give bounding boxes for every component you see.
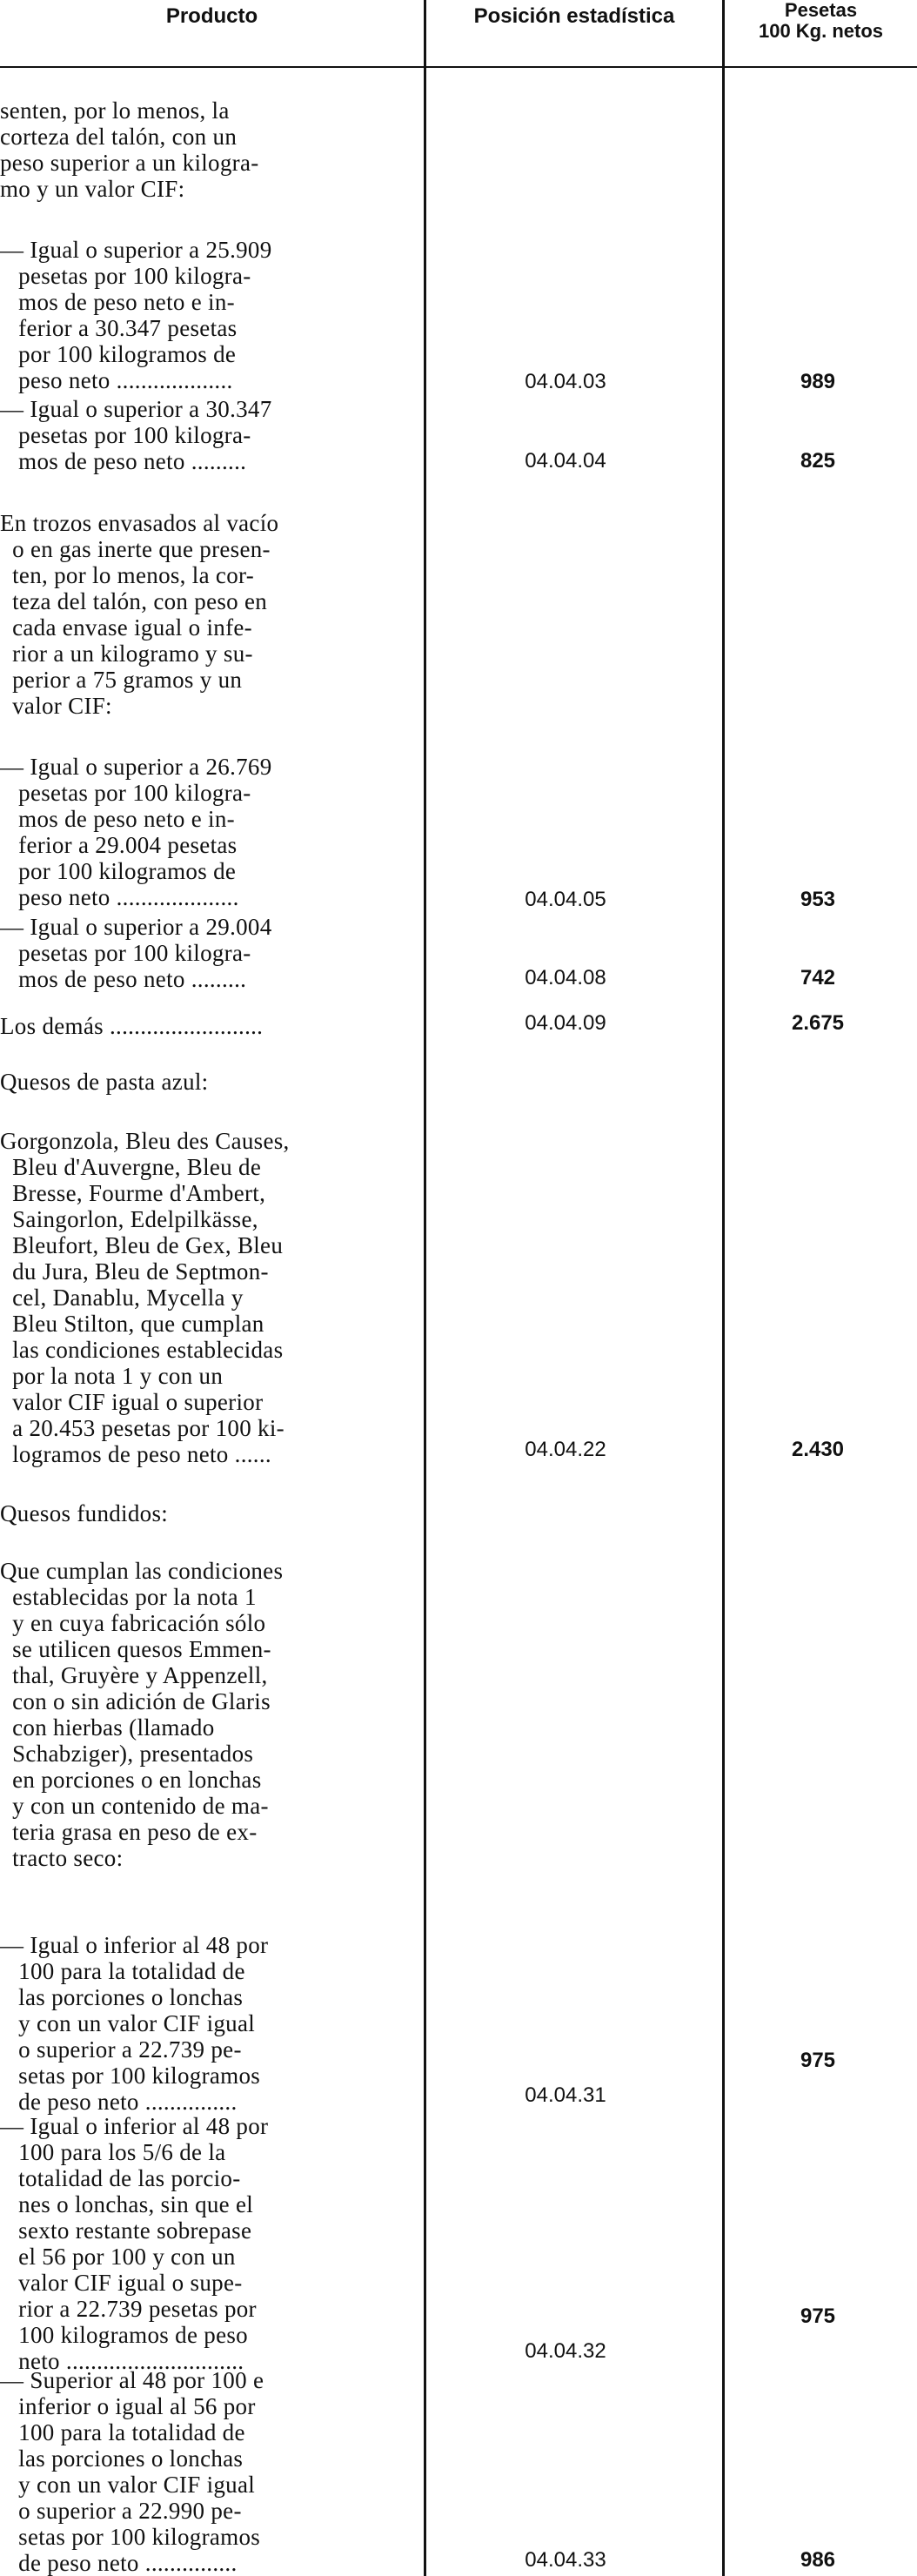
product-text: — Igual o inferior al 48 por 100 para los 5/6 de la totalidad de las porcio- nes o lonchas, sin que el sexto restante sobrepase el 56 por 100 y con un valor CIF igual o supe- rior a 22.739 pesetas por 100 kilogramos de peso neto ............................. <box>0 2113 269 2374</box>
product-text: — Igual o superior a 30.347 pesetas por 100 kilogra- mos de peso neto ......... <box>0 396 272 474</box>
price-value: 742 <box>800 966 836 989</box>
statistical-code: 04.04.08 <box>525 966 606 989</box>
price-value: 2.430 <box>791 1438 845 1461</box>
pesetas-header-line2: 100 Kg. netos <box>758 20 884 42</box>
statistical-code: 04.04.04 <box>525 449 606 473</box>
price-value: 2.675 <box>791 1011 845 1035</box>
product-text: senten, por lo menos, la corteza del talón, con un peso superior a un kilogra- mo y un valor CIF: <box>0 97 259 202</box>
price-value: 825 <box>800 449 836 473</box>
statistical-code: 04.04.05 <box>525 888 606 911</box>
header-rule <box>0 66 917 68</box>
column-header-producto: Producto <box>165 4 258 28</box>
section-heading: Quesos de pasta azul: <box>0 1069 209 1095</box>
price-value: 975 <box>800 2049 836 2072</box>
statistical-code: 04.04.31 <box>525 2083 606 2107</box>
statistical-code: 04.04.09 <box>525 1011 606 1035</box>
statistical-code: 04.04.03 <box>525 370 606 393</box>
product-text: — Igual o superior a 26.769 pesetas por 100 kilogra- mos de peso neto e in- ferior a 29.004 pesetas por 100 kilogramos de peso neto .................... <box>0 754 272 910</box>
product-text: Los demás ......................... <box>0 1013 264 1039</box>
product-text: En trozos envasados al vacío o en gas inerte que presen- ten, por lo menos, la cor- teza del talón, con peso en cada envase igual o infe- rior a un kilogramo y su- perior a 75 gramos y un valor CIF: <box>0 510 279 719</box>
product-text: — Igual o inferior al 48 por 100 para la totalidad de las porciones o lonchas y con un valor CIF igual o superior a 22.739 pe- setas por 100 kilogramos de peso neto ............... <box>0 1932 269 2115</box>
price-value: 975 <box>800 2304 836 2328</box>
product-text: — Superior al 48 por 100 e inferior o igual al 56 por 100 para la totalidad de las porciones o lonchas y con un valor CIF igual o superior a 22.990 pe- setas por 100 kilogramos de peso neto ............... <box>0 2367 264 2576</box>
product-text: Que cumplan las condiciones establecidas por la nota 1 y en cuya fabricación sólo se utilicen quesos Emmen- thal, Gruyère y Appenzell, con o sin adición de Glaris con hierbas (llamado Schabziger), presentados en porciones o en lonchas y con un contenido de ma- teria grasa en peso de ex- tracto seco: <box>0 1558 284 1871</box>
price-value: 953 <box>800 888 836 911</box>
column-header-pesetas <box>725 0 917 42</box>
product-text: — Igual o superior a 29.004 pesetas por 100 kilogra- mos de peso neto ......... <box>0 914 272 992</box>
statistical-code: 04.04.32 <box>525 2339 606 2363</box>
column-header-posicion: Posición estadística <box>473 4 675 28</box>
price-value: 989 <box>800 370 836 393</box>
section-heading: Quesos fundidos: <box>0 1500 169 1526</box>
product-text: — Igual o superior a 25.909 pesetas por 100 kilogra- mos de peso neto e in- ferior a 30.347 pesetas por 100 kilogramos de peso neto ................... <box>0 237 272 393</box>
column-divider-1 <box>424 0 426 2576</box>
price-value: 986 <box>800 2548 836 2572</box>
column-divider-2 <box>722 0 725 2576</box>
statistical-code: 04.04.33 <box>525 2548 606 2572</box>
product-text: Gorgonzola, Bleu des Causes, Bleu d'Auvergne, Bleu de Bresse, Fourme d'Ambert, Saingorlon, Edelpilkässe, Bleufort, Bleu de Gex, Bleu du Jura, Bleu de Septmon- cel, Danablu, Mycella y Bleu Stilton, que cumplan las condiciones establecidas por la nota 1 y con un valor CIF igual o superior a 20.453 pesetas por 100 ki- logramos de peso neto ...... <box>0 1128 290 1467</box>
pesetas-header-line1: Pesetas <box>784 0 858 21</box>
statistical-code: 04.04.22 <box>525 1438 606 1461</box>
